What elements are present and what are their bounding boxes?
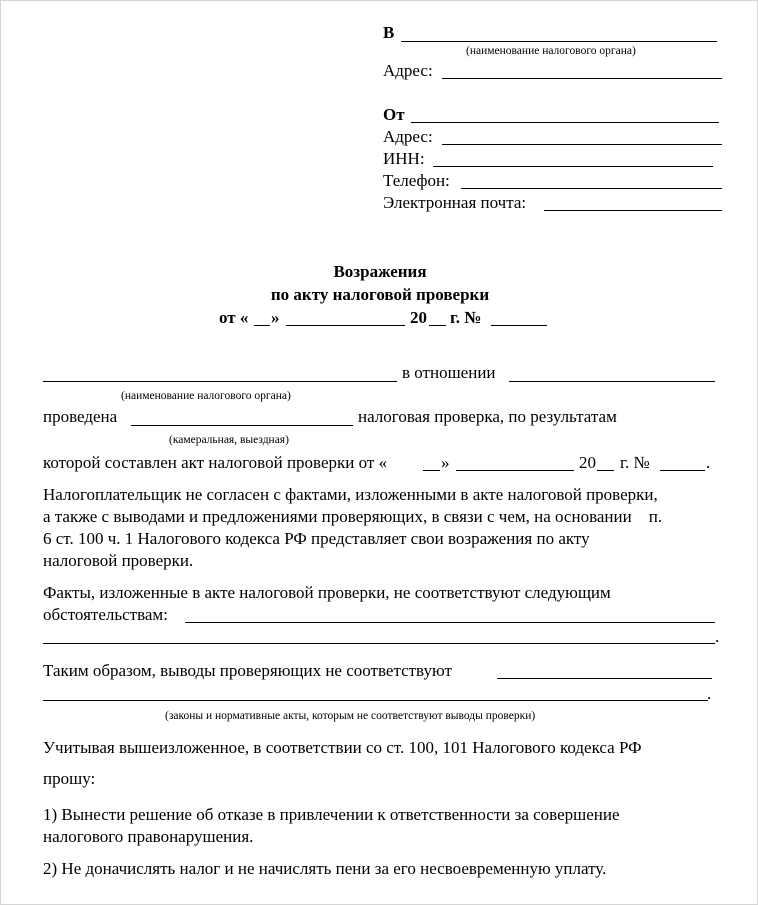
inn-field[interactable]: [433, 166, 713, 167]
title-number-label: г. №: [450, 308, 482, 327]
conclusions-field-1[interactable]: [497, 678, 712, 679]
facts-field-2[interactable]: [43, 643, 715, 644]
facts-line-2: обстоятельствам:: [43, 605, 168, 624]
email-label: Электронная почта:: [383, 193, 527, 212]
email-field[interactable]: [544, 210, 722, 211]
from-label: От: [383, 105, 405, 124]
from-address-label: Адрес:: [383, 127, 433, 146]
facts-period: .: [715, 627, 720, 646]
request-label: прошу:: [43, 769, 96, 788]
conducted-label: проведена: [43, 407, 118, 426]
disagree-line-3: 6 ст. 100 ч. 1 Налогового кодекса РФ представляет свои возражения по акту: [43, 529, 590, 548]
from-address-field[interactable]: [442, 144, 722, 145]
phone-label: Телефон:: [383, 171, 450, 190]
conclusions-period: .: [707, 684, 712, 703]
request-item-2: 2) Не доначислять налог и не начислять пени за его несвоевременную уплату.: [43, 859, 607, 878]
act-number-field[interactable]: [660, 470, 705, 471]
considering-text: Учитывая вышеизложенное, в соответствии со ст. 100, 101 Налогового кодекса РФ: [43, 738, 642, 757]
conducted-rest: налоговая проверка, по результатам: [358, 407, 617, 426]
act-number-label: г. №: [620, 453, 650, 472]
act-month-field[interactable]: [456, 470, 574, 471]
tax-organ-field[interactable]: [43, 381, 397, 382]
audit-type-hint: (камеральная, выездная): [169, 434, 289, 446]
title-year: 20: [410, 308, 427, 327]
taxpayer-field[interactable]: [509, 381, 715, 382]
act-year-field[interactable]: [597, 470, 614, 471]
request-item-1-line-1: 1) Вынести решение об отказе в привлечении к ответственности за совершение: [43, 805, 620, 824]
facts-field-1[interactable]: [185, 622, 715, 623]
phone-field[interactable]: [461, 188, 722, 189]
act-year: 20: [579, 453, 596, 472]
inn-label: ИНН:: [383, 149, 425, 168]
title-year-field[interactable]: [429, 325, 446, 326]
to-hint: (наименование налогового органа): [466, 45, 636, 57]
document-subtitle: по акту налоговой проверки: [270, 285, 490, 304]
title-number-field[interactable]: [491, 325, 547, 326]
act-mid: »: [441, 453, 450, 472]
to-label: В: [383, 23, 395, 42]
conclusions-field-2[interactable]: [43, 700, 708, 701]
facts-line-1: Факты, изложенные в акте налоговой проверки, не соответствуют следующим: [43, 583, 611, 602]
title-day-field[interactable]: [254, 325, 270, 326]
conclusions-label: Таким образом, выводы проверяющих не соответствуют: [43, 661, 452, 680]
disagree-line-4: налоговой проверки.: [43, 551, 194, 570]
title-date-mid: »: [271, 308, 280, 327]
audit-type-field[interactable]: [131, 425, 353, 426]
tax-organ-hint: (наименование налогового органа): [121, 390, 291, 402]
in-relation-label: в отношении: [402, 363, 496, 382]
document-title: Возражения: [333, 262, 427, 281]
from-field[interactable]: [411, 122, 719, 123]
act-period: .: [706, 453, 711, 472]
title-date-prefix: от «: [219, 308, 249, 327]
request-item-1-line-2: налогового правонарушения.: [43, 827, 254, 846]
disagree-line-1: Налогоплательщик не согласен с фактами, изложенными в акте налоговой проверки,: [43, 485, 658, 504]
disagree-line-2: а также с выводами и предложениями проверяющих, в связи с чем, на основании п.: [43, 507, 663, 526]
act-prefix: которой составлен акт налоговой проверки от «: [43, 453, 388, 472]
to-field[interactable]: [401, 41, 717, 42]
conclusions-hint: (законы и нормативные акты, которым не соответствуют выводы проверки): [165, 710, 536, 722]
act-day-field[interactable]: [423, 470, 440, 471]
title-month-field[interactable]: [286, 325, 405, 326]
to-address-field[interactable]: [442, 78, 722, 79]
to-address-label: Адрес:: [383, 61, 433, 80]
